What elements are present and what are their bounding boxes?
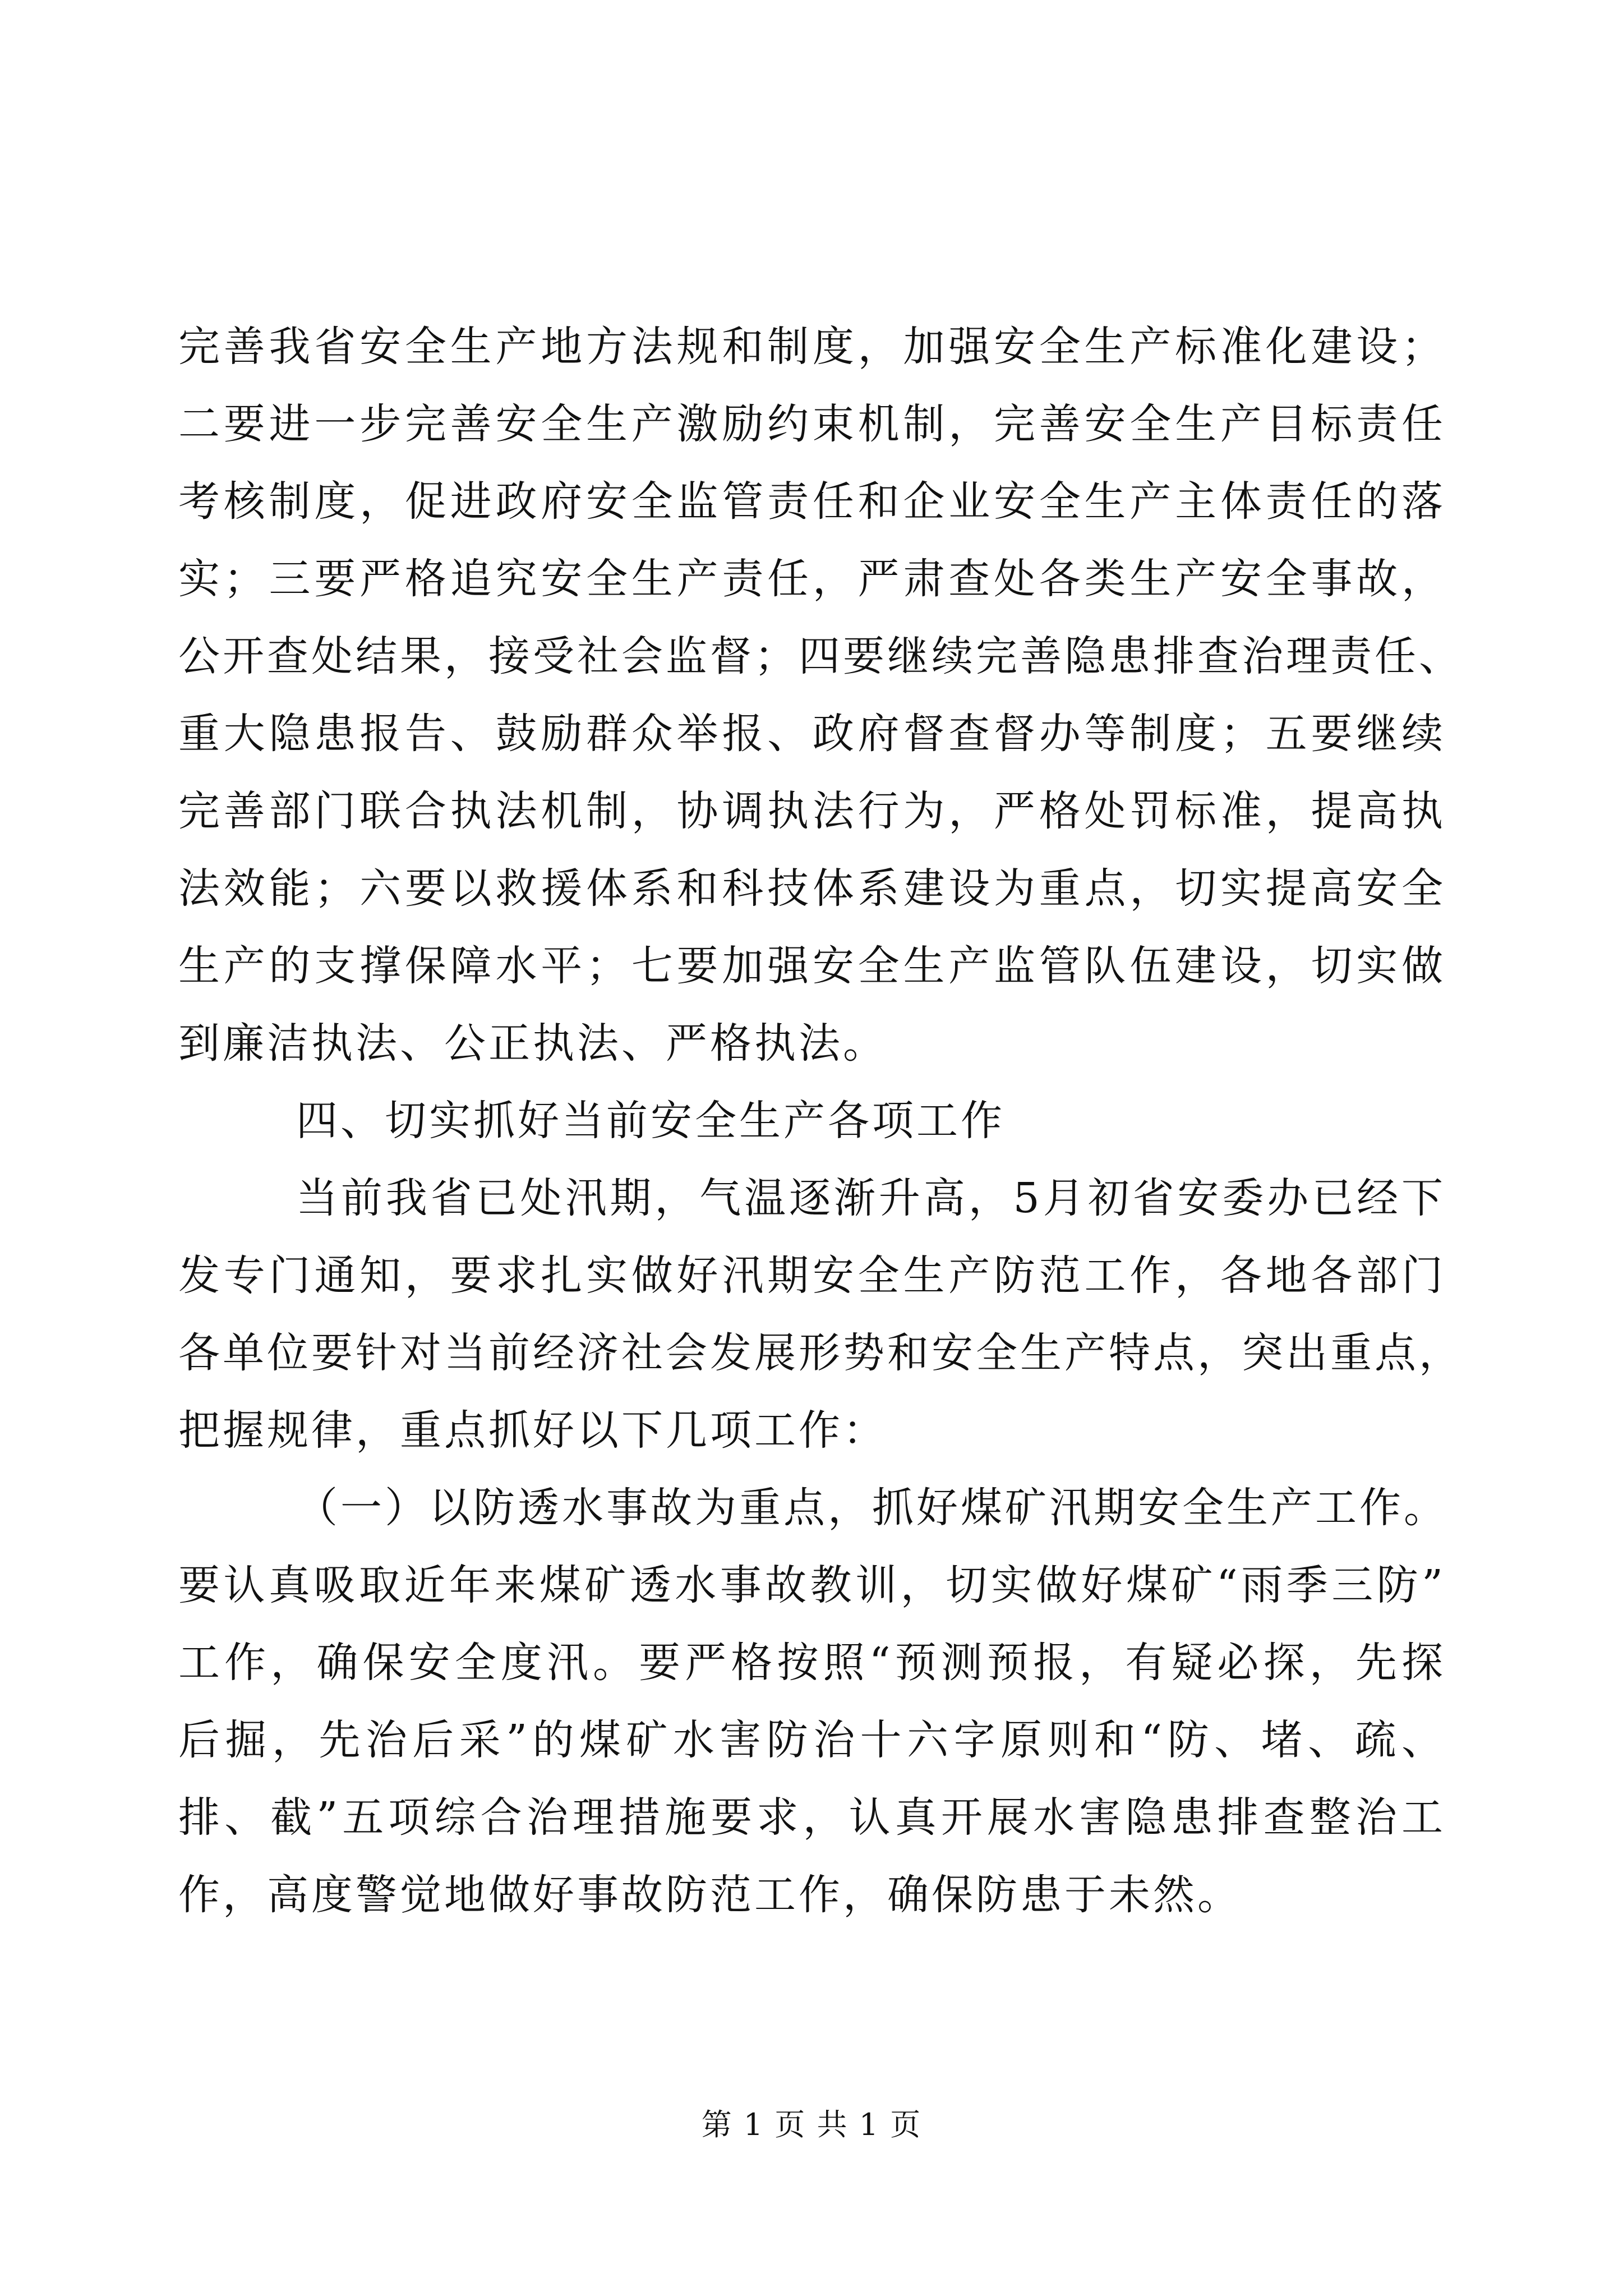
text-line: 考核制度，促进政府安全监管责任和企业安全生产主体责任的落 (178, 477, 1446, 526)
text-line: 作，高度警觉地做好事故防范工作，确保防患于未然。 (178, 1871, 1242, 1919)
page-number-footer: 第 1 页 共 1 页 (701, 2107, 922, 2142)
text-line: 法效能；六要以救援体系和科技体系建设为重点，切实提高安全 (178, 864, 1446, 913)
text-line: 后掘，先治后采”的煤矿水害防治十六字原则和“防、堵、疏、 (178, 1716, 1446, 1764)
section-heading: 四、切实抓好当前安全生产各项工作 (296, 1097, 1005, 1145)
text-line: 把握规律，重点抓好以下几项工作： (178, 1406, 887, 1455)
text-line: 要认真吸取近年来煤矿透水事故教训，切实做好煤矿“雨季三防” (178, 1561, 1446, 1609)
text-line: 重大隐患报告、鼓励群众举报、政府督查督办等制度；五要继续 (178, 710, 1446, 758)
text-line: 公开查处结果，接受社会监督；四要继续完善隐患排查治理责任、 (178, 632, 1463, 680)
text-line: 实；三要严格追究安全生产责任，严肃查处各类生产安全事故， (178, 555, 1446, 603)
text-line: 完善部门联合执法机制，协调执法行为，严格处罚标准，提高执 (178, 787, 1446, 835)
paragraph-first-line: 当前我省已处汛期，气温逐渐升高，5月初省安委办已经下 (296, 1174, 1446, 1222)
text-line: 二要进一步完善安全生产激励约束机制，完善安全生产目标责任 (178, 400, 1446, 448)
text-line: 排、截”五项综合治理措施要求，认真开展水害隐患排查整治工 (178, 1793, 1446, 1842)
text-line: 各单位要针对当前经济社会发展形势和安全生产特点，突出重点， (178, 1329, 1463, 1377)
text-line: 工作，确保安全度汛。要严格按照“预测预报，有疑必探，先探 (178, 1639, 1446, 1687)
text-line: 到廉洁执法、公正执法、严格执法。 (178, 1019, 887, 1068)
text-line: 发专门通知，要求扎实做好汛期安全生产防范工作，各地各部门 (178, 1251, 1446, 1300)
subsection-heading: （一）以防透水事故为重点，抓好煤矿汛期安全生产工作。 (296, 1484, 1448, 1532)
text-line: 生产的支撑保障水平；七要加强安全生产监管队伍建设，切实做 (178, 942, 1446, 990)
text-line: 完善我省安全生产地方法规和制度，加强安全生产标准化建设； (178, 323, 1446, 371)
